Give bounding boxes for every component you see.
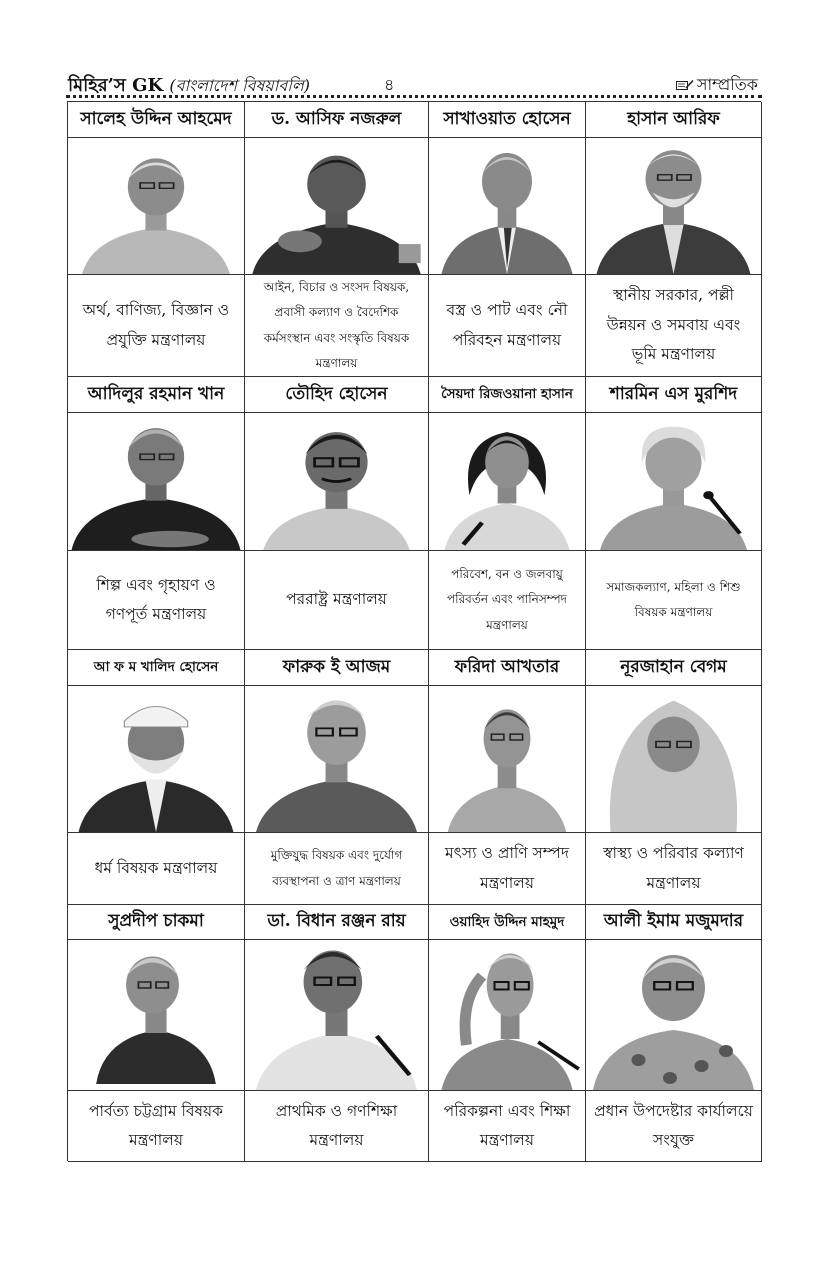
adviser-ministry: বস্ত্র ও পাট এবং নৌ পরিবহন মন্ত্রণালয় [429,275,586,377]
adviser-photo [429,413,586,551]
adviser-ministry: স্থানীয় সরকার, পল্লী উন্নয়ন ও সমবায় এবং ভূমি মন্ত্রণালয় [586,275,762,377]
adviser-photo [586,138,762,275]
pen-writing-icon [676,79,694,91]
adviser-name: তৌহিদ হোসেন [245,377,429,413]
adviser-photo [68,686,245,833]
adviser-name: ফারুক ই আজম [245,650,429,686]
adviser-ministry: পার্বত্য চট্টগ্রাম বিষয়ক মন্ত্রণালয় [68,1091,245,1162]
adviser-name: হাসান আরিফ [586,102,762,138]
adviser-photo [245,138,429,275]
portrait-image [68,940,244,1090]
adviser-name: সাখাওয়াত হোসেন [429,102,586,138]
adviser-ministry: পরিবেশ, বন ও জলবায়ু পরিবর্তন এবং পানিসম্পদ মন্ত্রণালয় [429,551,586,650]
adviser-name: আলী ইমাম মজুমদার [586,905,762,940]
portrait-image [586,686,761,832]
adviser-name: সুপ্রদীপ চাকমা [68,905,245,940]
adviser-ministry: ধর্ম বিষয়ক মন্ত্রণালয় [68,833,245,905]
adviser-photo [68,940,245,1091]
adviser-ministry: মৎস্য ও প্রাণি সম্পদ মন্ত্রণালয় [429,833,586,905]
adviser-ministry: প্রাথমিক ও গণশিক্ষা মন্ত্রণালয় [245,1091,429,1162]
adviser-name: সালেহ উদ্দিন আহমেদ [68,102,245,138]
portrait-image [429,940,585,1090]
portrait-image [586,138,761,274]
portrait-image [245,138,428,274]
section-text: সাম্প্রতিক [696,75,758,94]
adviser-ministry: প্রধান উপদেষ্টার কার্যালয়ে সংযুক্ত [586,1091,762,1162]
portrait-image [68,686,244,832]
adviser-name: ড. আসিফ নজরুল [245,102,429,138]
portrait-image [68,138,244,274]
adviser-ministry: অর্থ, বাণিজ্য, বিজ্ঞান ও প্রযুক্তি মন্ত্রণালয় [68,275,245,377]
portrait-image [429,413,585,550]
adviser-name: ফরিদা আখতার [429,650,586,686]
advisers-table [67,101,761,1161]
adviser-photo [586,940,762,1091]
portrait-image [245,940,428,1090]
adviser-name: আ ফ ম খালিদ হোসেন [68,650,245,686]
adviser-photo [429,138,586,275]
header-dotted-rule [66,95,762,98]
adviser-photo [245,686,429,833]
adviser-photo [429,686,586,833]
adviser-photo [245,940,429,1091]
portrait-image [245,413,428,550]
adviser-ministry: স্বাস্থ্য ও পরিবার কল্যাণ মন্ত্রণালয় [586,833,762,905]
adviser-name: নূরজাহান বেগম [586,650,762,686]
adviser-photo [245,413,429,551]
adviser-name: ওয়াহিদ উদ্দিন মাহমুদ [429,905,586,940]
portrait-image [245,686,428,832]
adviser-ministry: পরিকল্পনা এবং শিক্ষা মন্ত্রণালয় [429,1091,586,1162]
page-number: ৪ [384,75,395,94]
portrait-image [586,413,761,550]
adviser-ministry: পররাষ্ট্র মন্ত্রণালয় [245,551,429,650]
adviser-name: সৈয়দা রিজওয়ানা হাসান [429,377,586,413]
brand-title: মিহির’স GK [68,75,164,96]
portrait-image [586,940,761,1090]
adviser-ministry: মুক্তিযুদ্ধ বিষয়ক এবং দুর্যোগ ব্যবস্থাপনা ও ত্রাণ মন্ত্রণালয় [245,833,429,905]
portrait-image [429,138,585,274]
adviser-photo [586,686,762,833]
adviser-name: আদিলুর রহমান খান [68,377,245,413]
adviser-photo [68,413,245,551]
adviser-photo [586,413,762,551]
adviser-ministry: আইন, বিচার ও সংসদ বিষয়ক, প্রবাসী কল্যাণ ও বৈদেশিক কর্মসংস্থান এবং সংস্কৃতি বিষয়ক মন্ত্রণালয় [245,275,429,377]
adviser-ministry: সমাজকল্যাণ, মহিলা ও শিশু বিষয়ক মন্ত্রণালয় [586,551,762,650]
adviser-ministry: শিল্প এবং গৃহায়ণ ও গণপূর্ত মন্ত্রণালয় [68,551,245,650]
portrait-image [429,686,585,832]
adviser-photo [68,138,245,275]
adviser-name: ডা. বিধান রঞ্জন রায় [245,905,429,940]
portrait-image [68,413,244,550]
brand-subtitle: (বাংলাদেশ বিষয়াবলি) [169,76,311,95]
adviser-name: শারমিন এস মুরশিদ [586,377,762,413]
page-header [66,70,762,96]
adviser-photo [429,940,586,1091]
